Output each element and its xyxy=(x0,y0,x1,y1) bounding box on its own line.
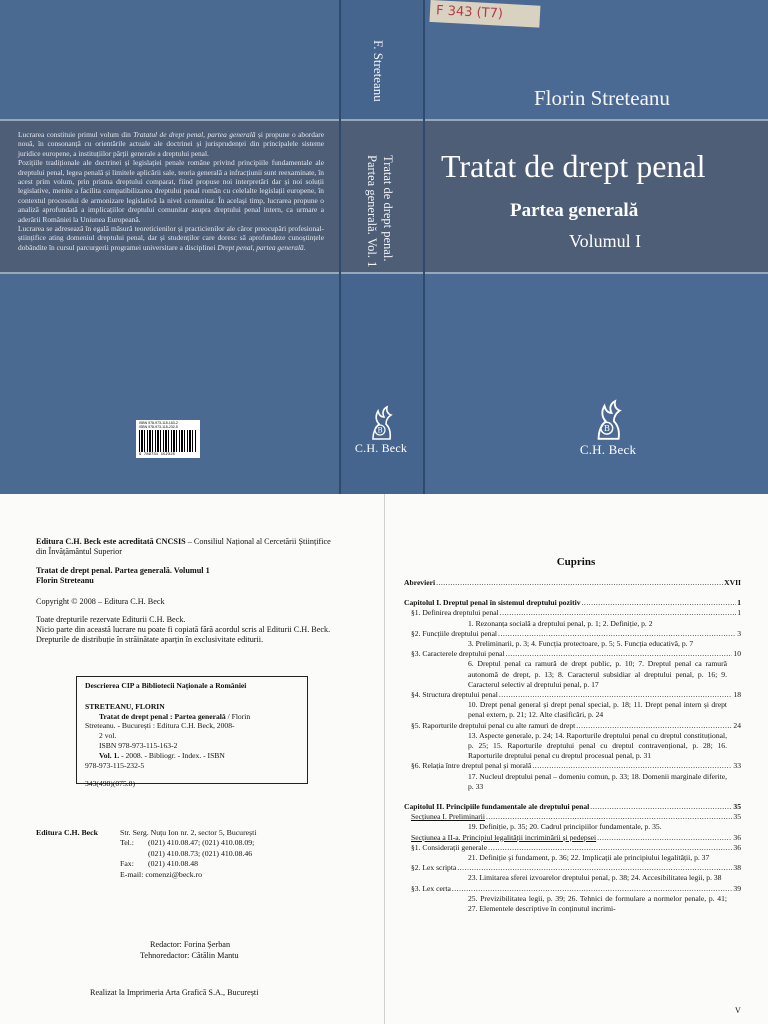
cip-line-7: 978-973-115-232-5 xyxy=(85,760,145,770)
toc-entry-title: Secțiunea a II-a. Principiul legalității incriminării și pedepsei xyxy=(411,832,597,842)
spine-title-line-2: Partea generală. Vol. 1 xyxy=(365,155,379,268)
toc-entry-title: §1. Definirea dreptului penal xyxy=(411,608,499,618)
toc-subentry: 19. Definiție, p. 35; 20. Cadrul principiilor fundamentale, p. 35. xyxy=(468,822,662,832)
toc-subentry: 10. Drept penal general și drept penal special, p. 18; 11. Drept penal intern și drept penal extern, p. 21; 12. Alte clasificări, p. 24 xyxy=(468,700,727,720)
front-title: Tratat de drept penal xyxy=(441,148,706,184)
toc-section-entry xyxy=(404,761,741,771)
back-cover-blurb xyxy=(18,130,324,252)
toc-entry-page: 36 xyxy=(733,832,741,842)
toc-entry-page: 38 xyxy=(733,863,741,873)
toc-entry-title: §3. Caracterele dreptului penal xyxy=(411,649,505,659)
toc-entry-title: §5. Raporturile dreptului penal cu alte ramuri de drept xyxy=(411,720,576,730)
publisher-label: Editura C.H. Beck xyxy=(36,828,98,837)
toc-leader-dots xyxy=(452,884,733,894)
cip-line-6: Vol. 1. - 2008. - Bibliogr. - Index. - ISBN xyxy=(99,750,225,760)
toc-entry-title: §6. Relația între dreptul penal și morală xyxy=(411,761,532,771)
printer-credit: Realizat la Imprimeria Arta Grafică S.A., București xyxy=(90,988,259,997)
spine-title xyxy=(364,155,396,267)
cip-line-5: ISBN 978-973-115-163-2 xyxy=(99,740,178,750)
page-number: V xyxy=(735,1006,741,1015)
toc-entry-page: 1 xyxy=(737,608,741,618)
toc-entry-page: 18 xyxy=(733,690,741,700)
toc-spacer xyxy=(404,588,741,598)
publisher-tel: Tel.: (021) 410.08.47; (021) 410.08.09; xyxy=(120,838,255,848)
toc-chapter-entry xyxy=(404,598,741,608)
toc-section-entry xyxy=(404,863,741,873)
toc-subentry: 21. Definiție și fundament, p. 36; 22. Implicații ale principiului legalității, p. 37 xyxy=(468,853,710,863)
front-publisher-logo xyxy=(568,398,648,458)
cip-line-3: Streteanu. - București : Editura C.H. Beck, 2008- xyxy=(85,721,235,731)
toc-entry-title: §4. Structura dreptului penal xyxy=(411,690,498,700)
editor-credit: Redactor: Forina Șerban xyxy=(150,940,231,949)
toc-entry-title: §2. Lex scripta xyxy=(411,863,457,873)
rights-line-2: Nicio parte din această lucrare nu poate fi copiată fără acordul scris al Editurii C.H. Beck. xyxy=(36,625,331,634)
toc-entry-page: 24 xyxy=(733,720,741,730)
toc-entry-title: Capitolul I. Dreptul penal în sistemul dreptului pozitiv xyxy=(404,598,581,608)
spine-fold-left xyxy=(339,0,341,494)
cip-description-box xyxy=(76,676,308,789)
publisher-address: Str. Serg. Nuțu Ion nr. 2, sector 5, București xyxy=(120,828,257,837)
toc-entry-page: XVII xyxy=(724,578,741,587)
toc-entry-title: §2. Funcțiile dreptului penal xyxy=(411,628,498,638)
toc-entry-title: Secțiunea I. Preliminarii xyxy=(411,812,486,822)
toc-entry-title: Abrevieri xyxy=(404,578,436,587)
publisher-fax: Fax: (021) 410.08.48 xyxy=(120,859,199,869)
toc-leader-dots xyxy=(457,863,732,873)
toc-subentry: 6. Dreptul penal ca ramură de drept public, p. 10; 7. Dreptul penal ca ramură autonomă de drept, p. 13; 8. Caracterul subsidiar al dreptului penal, p. 16; 9. Caracterul selectiv al dreptului penal, p. 17 xyxy=(468,659,727,689)
toc-chapter-entry xyxy=(404,802,741,812)
imprint-book-author: Florin Streteanu xyxy=(36,576,94,585)
toc-subentry: 17. Nucleul dreptului penal – domeniu comun, p. 33; 18. Domenii marginale diferite, p. 33 xyxy=(468,771,727,791)
toc-leader-dots xyxy=(590,802,732,812)
toc-section-entry xyxy=(404,812,741,822)
toc-section-entry xyxy=(404,884,741,894)
toc-subentry: 23. Limitarea sferei izvoarelor dreptului penal, p. 38; 24. Accesibilitatea legii, p. 38 xyxy=(468,873,722,883)
barcode-bars xyxy=(139,430,197,452)
svg-text:B: B xyxy=(377,426,383,435)
spine-title-line-1: Tratat de drept penal. xyxy=(381,155,395,262)
blurb-paragraph-2: Pozițiile tradiționale ale doctrinei și legislației penale române privind principiile fundamentale ale dreptului penal, legea penală și limitele aplicării sale, teoria generală a infracțiunii sunt reexaminate, în acest prim volum, prin prisma dreptului comparat, fiind propuse noi interpretări dar și noi soluții legislative, menite a facilita compatibilizarea dreptului penal român cu celelalte legislații europene, în contextul procesului de armonizare legislativă la nivel comunitar. În același timp, lucrarea propune o analiză aprofundată a implicațiilor dreptului comunitar asupra dreptului penal intern, ca urmare a aderării României la Uniunea Europeană. xyxy=(18,158,324,224)
spine-publisher-logo xyxy=(350,405,412,456)
spine-publisher-label: C.H. Beck xyxy=(354,441,408,455)
toc-leader-dots xyxy=(532,761,732,771)
toc-section-entry xyxy=(404,721,741,731)
handwritten-catalog-note: F 343 (T7) xyxy=(435,3,504,22)
table-of-contents xyxy=(404,578,741,914)
toc-section-entry xyxy=(404,690,741,700)
publisher-address-block xyxy=(120,828,257,880)
rights-line-3: Drepturile de distribuție în străinătate aparțin în exclusivitate editurii. xyxy=(36,635,264,644)
cip-heading: Descrierea CIP a Bibliotecii Naționale a României xyxy=(85,681,247,690)
barcode-isbn-1: ISBN 978-973-115-163-2 xyxy=(139,421,178,425)
toc-entry-page: 39 xyxy=(733,883,741,893)
toc-entry-title: §1. Considerații generale xyxy=(411,842,488,852)
accreditation-line: Editura C.H. Beck este acreditată CNCSIS – Consiliul Național al Cercetării Științifice xyxy=(36,537,331,546)
toc-entry-page: 36 xyxy=(733,842,741,852)
toc-entry-title: Capitolul II. Principiile fundamentale ale dreptului penal xyxy=(404,802,590,812)
toc-entry-page: 1 xyxy=(737,598,741,608)
toc-subentry: 13. Aspecte generale, p. 24; 14. Raporturile dreptului penal cu dreptul constituțional, p. 25; 15. Raporturile dreptului penal cu dreptul contravențional, p. 28; 16. Raporturile dreptului penal cu dreptul procesual penal, p. 31 xyxy=(468,730,727,761)
toc-entry-page: 35 xyxy=(733,802,741,812)
rights-line-1: Toate drepturile rezervate Editurii C.H. Beck. xyxy=(36,615,186,624)
toc-spacer xyxy=(404,792,741,802)
toc-leader-dots xyxy=(500,608,736,618)
toc-entry-page: 35 xyxy=(733,812,741,822)
toc-section-entry xyxy=(404,843,741,853)
spine-fold-right xyxy=(423,0,425,494)
publisher-email: E-mail: comenzi@beck.ro xyxy=(120,869,203,879)
toc-leader-dots xyxy=(488,843,732,853)
toc-section-entry xyxy=(404,833,741,843)
toc-entry-page: 33 xyxy=(733,761,741,771)
toc-section-entry xyxy=(404,608,741,618)
cip-line-4: 2 vol. xyxy=(99,731,117,741)
toc-leader-dots xyxy=(498,629,736,639)
cip-name: STRETEANU, FLORIN xyxy=(85,701,165,711)
accreditation-line-2: din Învățământul Superior xyxy=(36,547,122,556)
griffin-icon xyxy=(588,398,628,442)
toc-leader-dots xyxy=(486,812,732,822)
toc-leader-dots xyxy=(499,690,733,700)
toc-subentry: 1. Rezonanța socială a dreptului penal, p. 1; 2. Definiție, p. 2 xyxy=(468,618,653,628)
svg-text:B: B xyxy=(603,423,610,434)
blurb-paragraph-1: Lucrarea constituie primul volum din Tratatul de drept penal, partea generală și propune o abordare nouă, în consonanță cu orientările actuale ale doctrinei și jurisprudenței din principalele sisteme juridice europene, a instituțiilor părții generale a dreptului penal. xyxy=(18,130,324,158)
publisher-tel-2: (021) 410.08.73; (021) 410.08.46 xyxy=(148,848,253,858)
toc-section-entry xyxy=(404,649,741,659)
front-subtitle: Partea generală xyxy=(510,200,639,221)
toc-leader-dots xyxy=(506,649,733,659)
book-cover xyxy=(0,0,768,494)
toc-entry-title: §3. Lex certa xyxy=(411,883,451,893)
contents-heading: Cuprins xyxy=(556,556,596,568)
toc-subentry: 3. Preliminarii, p. 3; 4. Funcția protectoare, p. 5; 5. Funcția educativă, p. 7 xyxy=(468,639,694,649)
barcode-number: 9 789731 152325 xyxy=(139,453,176,457)
barcode-isbn-2: ISBN 978-973-115-232-5 xyxy=(139,425,178,429)
front-author: Florin Streteanu xyxy=(534,86,670,110)
griffin-icon xyxy=(364,405,398,441)
cip-classification: 343(498)(075.8) xyxy=(85,779,135,789)
toc-chapter-entry xyxy=(404,578,741,588)
imprint-book-title: Tratat de drept penal. Partea generală. Volumul 1 xyxy=(36,566,210,575)
toc-entry-page: 10 xyxy=(733,649,741,659)
toc-section-entry xyxy=(404,629,741,639)
toc-leader-dots xyxy=(582,598,737,608)
toc-subentry: 25. Previzibilitatea legii, p. 39; 26. Tehnici de formulare a normelor penale, p. 41; 27. Elementele descriptive în conținutul incrimi- xyxy=(468,893,727,914)
front-publisher-label: C.H. Beck xyxy=(579,442,637,457)
toc-leader-dots xyxy=(597,833,732,843)
toc-leader-dots xyxy=(576,721,732,731)
cip-title-line: Tratat de drept penal : Partea generală / Florin xyxy=(99,711,251,721)
copyright-notice: Copyright © 2008 – Editura C.H. Beck xyxy=(36,597,165,606)
toc-entry-page: 3 xyxy=(737,628,741,638)
front-volume: Volumul I xyxy=(569,231,642,251)
blurb-paragraph-3: Lucrarea se adresează în egală măsură teoreticienilor și practicienilor ale căror preocupări profesional-științifice ating domeniul dreptului penal, dar și studenților care doresc să aprofundeze cunoștințele dobândite în cursul parcurgerii programei universitare a disciplinei Drept penal, partea generală. xyxy=(18,224,324,252)
tech-editor-credit: Tehnoredactor: Cătălin Mantu xyxy=(140,951,239,960)
toc-leader-dots xyxy=(436,578,723,588)
isbn-barcode xyxy=(136,420,200,458)
spine-author: F. Streteanu xyxy=(371,40,386,102)
